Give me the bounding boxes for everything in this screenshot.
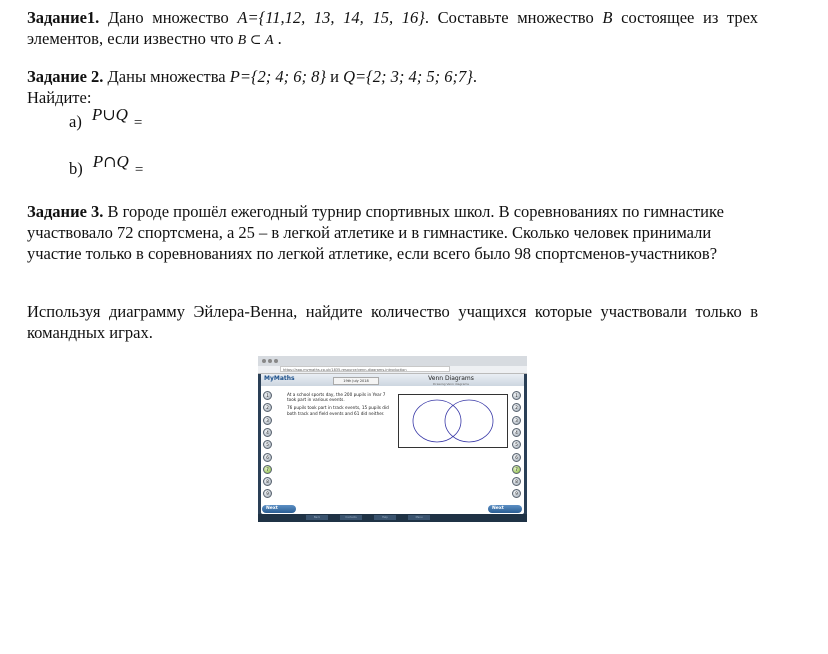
next-button-right[interactable]: Next bbox=[488, 505, 522, 513]
task3-text: В городе прошёл ежегодный турнир спортивных школ. В соревнованиях по гимнастике участвовало 72 спортсмена, а 25 – в легкой атлетике и в гимнастике. Сколько человек принимали участие только в соревнованиях по легкой атлетике, если всего было 98 спортсменов-участников? bbox=[27, 202, 724, 263]
nav-left-step-4[interactable]: 4 bbox=[263, 428, 272, 437]
cond-right: A bbox=[264, 33, 274, 48]
task1-heading: Задание1. bbox=[27, 8, 100, 27]
footer-tab-help[interactable]: Help bbox=[374, 515, 396, 520]
union-equals: = bbox=[133, 115, 143, 131]
lesson-header bbox=[261, 374, 524, 386]
window-dot-icon bbox=[268, 359, 272, 363]
subset-formula bbox=[238, 33, 274, 48]
union-left: P bbox=[91, 105, 103, 124]
task1-end: . bbox=[273, 29, 282, 48]
lesson-stage bbox=[261, 374, 524, 514]
window-dot-icon bbox=[274, 359, 278, 363]
venn-diagram-icon bbox=[399, 395, 507, 447]
task2-paragraph bbox=[27, 66, 758, 108]
item-label-b: b) bbox=[69, 159, 83, 178]
union-symbol: ∪ bbox=[102, 105, 116, 124]
nav-left-step-2[interactable]: 2 bbox=[263, 403, 272, 412]
task1-text-mid: . Составьте множество bbox=[424, 8, 603, 27]
nav-left-step-9[interactable]: 9 bbox=[263, 489, 272, 498]
nav-right-step-7[interactable]: 7 bbox=[512, 465, 521, 474]
question-para-1: At a school sports day, the 200 pupils in Year 7 took part in various events. bbox=[287, 392, 386, 403]
intersection-symbol: ∩ bbox=[103, 152, 117, 171]
nav-right-step-2[interactable]: 2 bbox=[512, 403, 521, 412]
task1-text-before: Дано множество bbox=[99, 8, 238, 27]
task4-paragraph: Используя диаграмму Эйлера-Венна, найдите количество учащихся которые участвовали только в командных играх. bbox=[27, 302, 758, 342]
nav-right-step-6[interactable]: 6 bbox=[512, 453, 521, 462]
task3-paragraph bbox=[27, 201, 758, 264]
browser-tabbar bbox=[258, 356, 527, 366]
task2-find: Найдите: bbox=[27, 88, 92, 107]
task2-dot: . bbox=[472, 67, 477, 86]
set-q: Q={2; 3; 4; 5; 6;7} bbox=[343, 67, 473, 86]
task2-and: и bbox=[326, 67, 344, 86]
intersection-equals: = bbox=[134, 162, 144, 178]
question-text bbox=[287, 392, 395, 419]
intersection-right: Q bbox=[116, 152, 129, 171]
lesson-subtitle: Drawing Venn diagrams bbox=[433, 382, 469, 386]
next-button-left[interactable]: Next bbox=[262, 505, 296, 513]
nav-left-step-5[interactable]: 5 bbox=[263, 440, 272, 449]
nav-right-step-5[interactable]: 5 bbox=[512, 440, 521, 449]
browser-addressbar bbox=[258, 366, 527, 374]
task2-text: Даны множества bbox=[103, 67, 230, 86]
nav-left-step-8[interactable]: 8 bbox=[263, 477, 272, 486]
formula-intersection bbox=[69, 152, 144, 179]
union-expression bbox=[92, 107, 128, 124]
task1-text-after: состоящее из трех элементов, если известно что bbox=[27, 8, 759, 48]
footer-tab-menu[interactable]: Menu bbox=[408, 515, 430, 520]
nav-left-step-7[interactable]: 7 bbox=[263, 465, 272, 474]
nav-right-step-1[interactable]: 1 bbox=[512, 391, 521, 400]
union-right: Q bbox=[115, 105, 128, 124]
nav-left-step-6[interactable]: 6 bbox=[263, 453, 272, 462]
url-field[interactable]: https://app.mymaths.co.uk/1835-resource/venn-diagrams-introduction bbox=[280, 366, 450, 372]
lesson-footer bbox=[258, 514, 527, 522]
nav-right-step-4[interactable]: 4 bbox=[512, 428, 521, 437]
mymaths-logo: MyMaths bbox=[264, 375, 295, 382]
nav-left-step-1[interactable]: 1 bbox=[263, 391, 272, 400]
task1-paragraph bbox=[27, 7, 758, 51]
cond-left: B bbox=[237, 33, 247, 48]
footer-tab-back[interactable]: Back bbox=[306, 515, 328, 520]
nav-right-step-3[interactable]: 3 bbox=[512, 416, 521, 425]
footer-tab-contents[interactable]: Contents bbox=[340, 515, 362, 520]
formula-union bbox=[69, 105, 143, 132]
set-p: P={2; 4; 6; 8} bbox=[229, 67, 327, 86]
lesson-title: Venn Diagrams bbox=[428, 375, 474, 382]
task3-heading: Задание 3. bbox=[27, 202, 104, 221]
task2-heading: Задание 2. bbox=[27, 67, 104, 86]
intersection-left: P bbox=[92, 152, 104, 171]
nav-right-step-8[interactable]: 8 bbox=[512, 477, 521, 486]
item-label-a: a) bbox=[69, 112, 82, 131]
nav-left-step-3[interactable]: 3 bbox=[263, 416, 272, 425]
question-para-2: 76 pupils took part in track events, 15 pupils did both track and field events and 61 did neither. bbox=[287, 405, 389, 416]
window-dot-icon bbox=[262, 359, 266, 363]
date-box: 19th July 2018 bbox=[333, 377, 379, 385]
subset-symbol: ⊂ bbox=[249, 32, 262, 48]
venn-box bbox=[398, 394, 508, 448]
venn-screenshot bbox=[258, 356, 527, 522]
nav-right-step-9[interactable]: 9 bbox=[512, 489, 521, 498]
set-a: A={11,12, 13, 14, 15, 16} bbox=[237, 8, 425, 27]
intersection-expression bbox=[93, 154, 129, 171]
set-b-name: B bbox=[602, 8, 613, 27]
